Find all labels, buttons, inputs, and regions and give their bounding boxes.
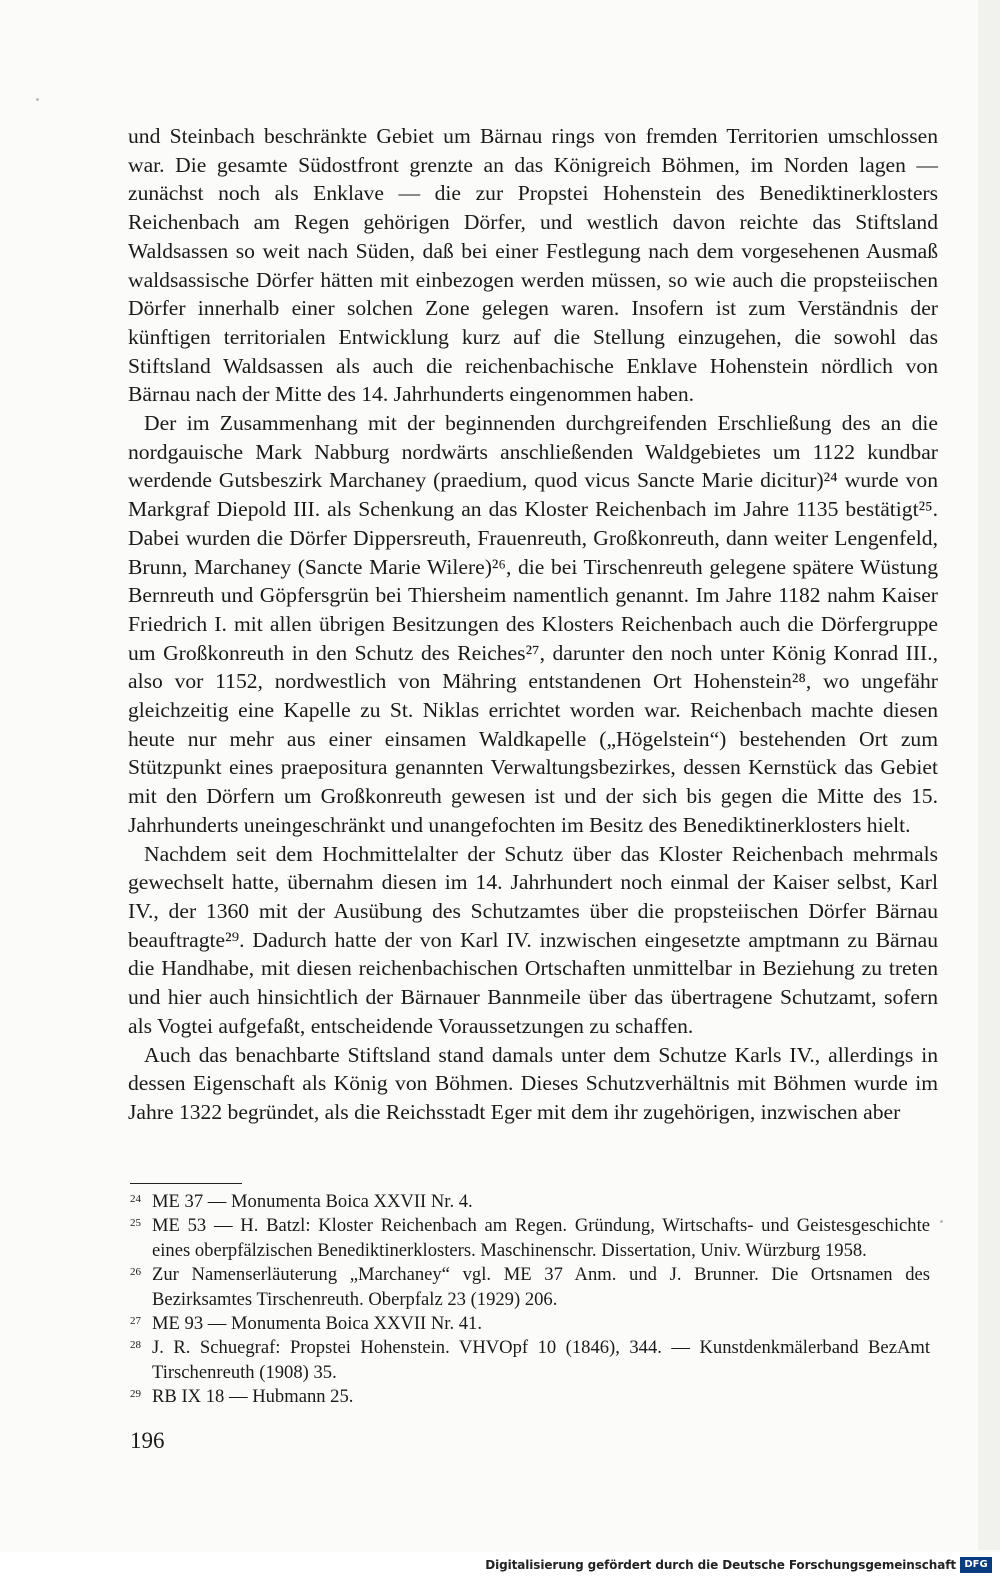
paragraph: Nachdem seit dem Hochmittelalter der Schutz über das Kloster Reichenbach mehrmals gewechselt hatte, übernahm diesen im 14. Jahrhundert noch einmal der Kaiser selbst, Karl IV., der 1360 mit der Ausübung des Schutzamtes über die propsteiischen Dörfer Bärnau beauftragte²⁹. Dadurch hatte der von Karl IV. inzwischen eingesetzte amptmann zu Bärnau die Handhabe, mit diesen reichenbachischen Ortschaften unmittelbar in Beziehung zu treten und hier auch hinsichtlich der Bärnauer Bannmeile über das übertragene Schutzamt, sofern als Vogtei aufgefaßt, entscheidende Voraussetzungen zu schaffen. bbox=[128, 841, 938, 1038]
footnote-text: Zur Namenserläuterung „Marchaney“ vgl. ME 37 Anm. und J. Brunner. Die Ortsnamen des Bezirksamtes Tirschenreuth. Oberpfalz 23 (1929) 206. bbox=[152, 1264, 930, 1310]
footnote-text: J. R. Schuegraf: Propstei Hohenstein. VHVOpf 10 (1846), 344. — Kunstdenkmälerband BezAmt Tirschenreuth (1908) 35. bbox=[152, 1337, 930, 1383]
footnote-number: 29 bbox=[130, 1388, 141, 1401]
footnote-text: ME 93 — Monumenta Boica XXVII Nr. 41. bbox=[152, 1313, 482, 1335]
footnote bbox=[130, 1385, 930, 1409]
footnote bbox=[130, 1263, 930, 1312]
footnote-number: 25 bbox=[130, 1217, 141, 1230]
dfg-logo-icon: DFG bbox=[960, 1557, 992, 1573]
scan-speck bbox=[36, 98, 39, 101]
footnote-text: ME 53 — H. Batzl: Kloster Reichenbach am Regen. Gründung, Wirtschafts- und Geistesgeschichte eines oberpfälzischen Benediktinerklosters. Maschinenschr. Dissertation, Univ. Würzburg 1958. bbox=[152, 1215, 930, 1261]
footnote-number: 26 bbox=[130, 1266, 141, 1279]
footnotes bbox=[130, 1190, 930, 1410]
body-text bbox=[128, 122, 938, 1127]
footnote-separator bbox=[130, 1183, 242, 1184]
scan-speck bbox=[940, 1220, 943, 1223]
footnote-text: RB IX 18 — Hubmann 25. bbox=[152, 1386, 354, 1408]
paragraph: und Steinbach beschränkte Gebiet um Bärnau rings von fremden Territorien umschlossen war. Die gesamte Südostfront grenzte an das Königreich Böhmen, im Norden lagen — zunächst noch als Enklave — die zur Propstei Hohenstein des Benediktinerklosters Reichenbach am Regen gehörigen Dörfer, und westlich davon reichte das Stiftsland Waldsassen so weit nach Süden, daß bei einer Festlegung nach dem vorgesehenen Ausmaß waldsassische Dörfer hätten mit einbezogen werden müssen, so wie auch die propsteiischen Dörfer innerhalb einer solchen Zone gelegen waren. Insofern ist zum Verständnis der künftigen territorialen Entwicklung kurz auf die Stellung einzugehen, die sowohl das Stiftsland Waldsassen als auch die reichenbachische Enklave Hohenstein nördlich von Bärnau nach der Mitte des 14. Jahrhunderts eingenommen haben. bbox=[128, 124, 938, 407]
footnote bbox=[130, 1190, 930, 1214]
paragraph: Auch das benachbarte Stiftsland stand damals unter dem Schutze Karls IV., allerdings in dessen Eigenschaft als König von Böhmen. Dieses Schutzverhältnis mit Böhmen wurde im Jahre 1322 begründet, als die Reichsstadt Eger mit dem ihr zugehörigen, inzwischen aber bbox=[128, 1042, 938, 1124]
footnote-text: ME 37 — Monumenta Boica XXVII Nr. 4. bbox=[152, 1191, 473, 1212]
page-number: 196 bbox=[130, 1428, 165, 1453]
footnote bbox=[130, 1312, 930, 1336]
paragraph: Der im Zusammenhang mit der beginnenden durchgreifenden Erschließung des an die nordgauische Mark Nabburg nordwärts anschließenden Waldgebietes um 1122 kundbar werdende Gutsbeszirk Marchaney (praedium, quod vicus Sancte Marie dicitur)²⁴ wurde von Markgraf Diepold III. als Schenkung an das Kloster Reichenbach im Jahre 1135 bestätigt²⁵. Dabei wurden die Dörfer Dippersreuth, Frauenreuth, Großkonreuth, dann weiter Lengenfeld, Brunn, Marchaney (Sancte Marie Wilere)²⁶, die bei Tirschenreuth gelegene spätere Wüstung Bernreuth und Göpfersgrün bei Thiersheim namentlich genannt. Im Jahre 1182 nahm Kaiser Friedrich I. mit allen übrigen Besitzungen des Klosters Reichenbach auch die Dörfergruppe um Großkonreuth in den Schutz des Reiches²⁷, darunter den noch unter König Konrad III., also vor 1152, nordwestlich von Mähring entstandenen Ort Hohenstein²⁸, wo ungefähr gleichzeitig eine Kapelle zu St. Niklas errichtet worden war. Reichenbach machte diesen heute nur mehr aus einer einsamen Waldkapelle („Högelstein“) bestehenden Ort zum Stützpunkt eines praepositura genannten Verwaltungsbezirkes, dessen Kernstück das Gebiet mit den Dörfern um Großkonreuth gewesen ist und der sich bis gegen die Mitte des 15. Jahrhunderts uneingeschränkt und unangefochten im Besitz des Benediktinerklosters hielt. bbox=[128, 411, 938, 837]
footnote-number: 27 bbox=[130, 1315, 141, 1328]
footer-credit: Digitalisierung gefördert durch die Deutsche Forschungsgemeinschaft bbox=[485, 1558, 956, 1572]
footnote-number: 28 bbox=[130, 1339, 141, 1352]
footnote bbox=[130, 1336, 930, 1385]
footnote bbox=[130, 1214, 930, 1263]
footnote-number: 24 bbox=[130, 1193, 141, 1205]
scan-edge-shadow bbox=[978, 0, 1000, 1550]
